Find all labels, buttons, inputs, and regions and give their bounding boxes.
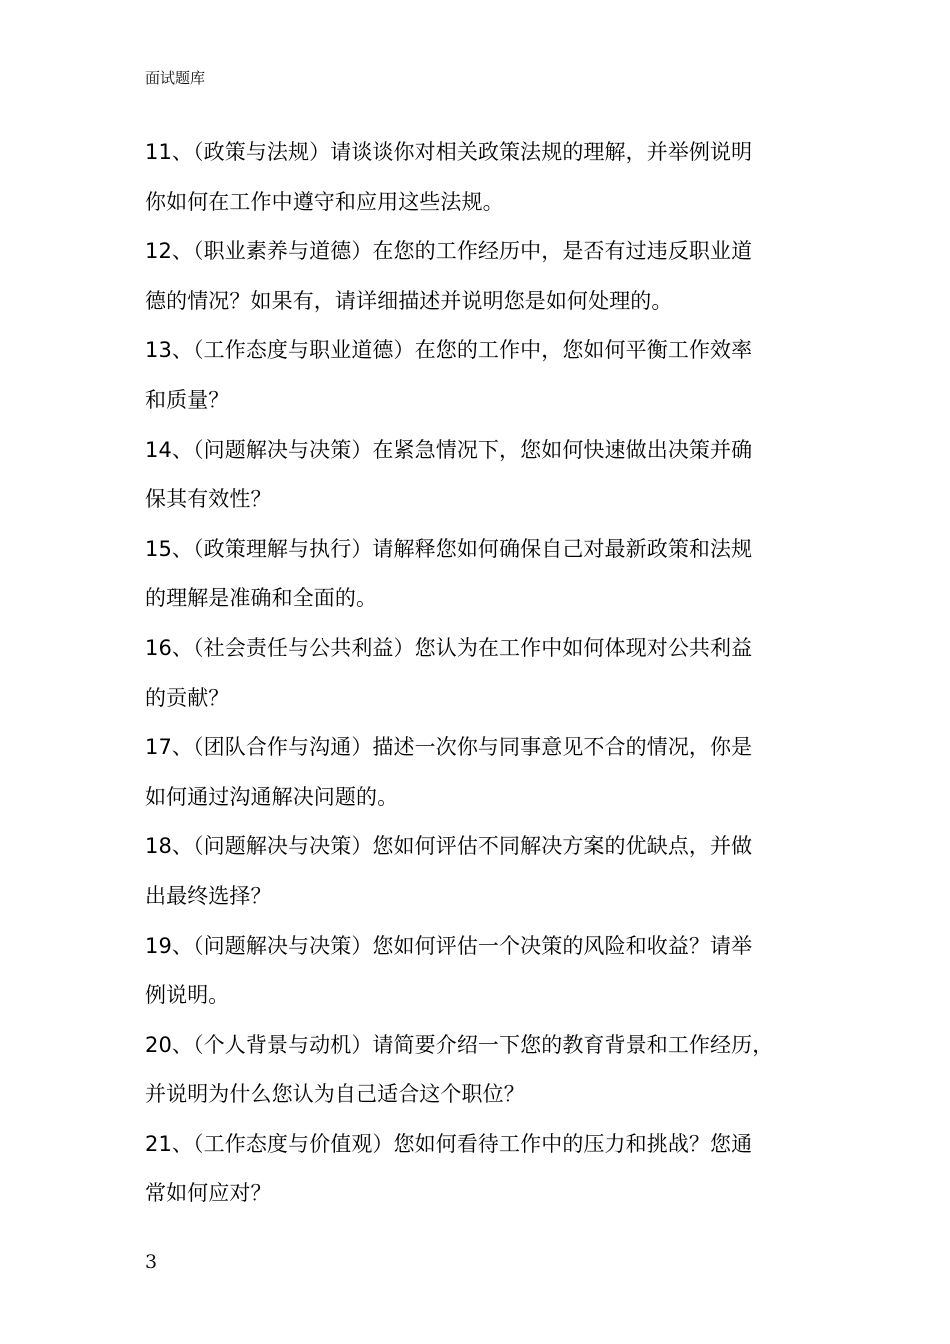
question-line: 15、（政策理解与执行）请解释您如何确保自己对最新政策和法规 bbox=[145, 536, 753, 561]
question-item bbox=[145, 822, 815, 921]
question-line: 和质量？ bbox=[145, 387, 230, 412]
question-item bbox=[145, 326, 815, 425]
question-line: 19、（问题解决与决策）您如何评估一个决策的风险和收益？请举 bbox=[145, 933, 753, 958]
question-line: 13、（工作态度与职业道德）在您的工作中，您如何平衡工作效率 bbox=[145, 338, 753, 363]
question-line: 例说明。 bbox=[145, 983, 230, 1008]
question-item bbox=[145, 1120, 815, 1219]
question-line: 的贡献？ bbox=[145, 685, 230, 710]
question-line: 德的情况？如果有，请详细描述并说明您是如何处理的。 bbox=[145, 288, 673, 313]
page-header: 面试题库 bbox=[145, 69, 206, 87]
question-item bbox=[145, 426, 815, 525]
question-line: 你如何在工作中遵守和应用这些法规。 bbox=[145, 189, 504, 214]
question-line: 18、（问题解决与决策）您如何评估不同解决方案的优缺点，并做 bbox=[145, 834, 753, 859]
question-line: 并说明为什么您认为自己适合这个职位？ bbox=[145, 1082, 525, 1107]
question-list bbox=[145, 128, 815, 1219]
question-line: 16、（社会责任与公共利益）您认为在工作中如何体现对公共利益 bbox=[145, 635, 753, 660]
question-line: 14、（问题解决与决策）在紧急情况下，您如何快速做出决策并确 bbox=[145, 437, 753, 462]
question-line: 11、（政策与法规）请谈谈你对相关政策法规的理解，并举例说明 bbox=[145, 140, 753, 164]
question-line: 17、（团队合作与沟通）描述一次你与同事意见不合的情况，你是 bbox=[145, 735, 753, 760]
question-item bbox=[145, 624, 815, 723]
question-line: 20、（个人背景与动机）请简要介绍一下您的教育背景和工作经历， bbox=[145, 1032, 774, 1057]
question-line: 常如何应对？ bbox=[145, 1181, 272, 1206]
question-line: 21、（工作态度与价值观）您如何看待工作中的压力和挑战？您通 bbox=[145, 1131, 753, 1156]
question-item bbox=[145, 525, 815, 624]
question-line: 的理解是准确和全面的。 bbox=[145, 586, 378, 611]
question-item bbox=[145, 227, 815, 326]
question-item bbox=[145, 922, 815, 1021]
question-line: 12、（职业素养与道德）在您的工作经历中，是否有过违反职业道 bbox=[145, 239, 753, 264]
page-number: 3 bbox=[145, 1251, 158, 1273]
question-line: 保其有效性？ bbox=[145, 487, 272, 512]
question-line: 出最终选择？ bbox=[145, 883, 272, 908]
question-item bbox=[145, 723, 815, 822]
question-line: 如何通过沟通解决问题的。 bbox=[145, 784, 399, 809]
question-item bbox=[145, 1021, 815, 1120]
question-item bbox=[145, 128, 815, 227]
